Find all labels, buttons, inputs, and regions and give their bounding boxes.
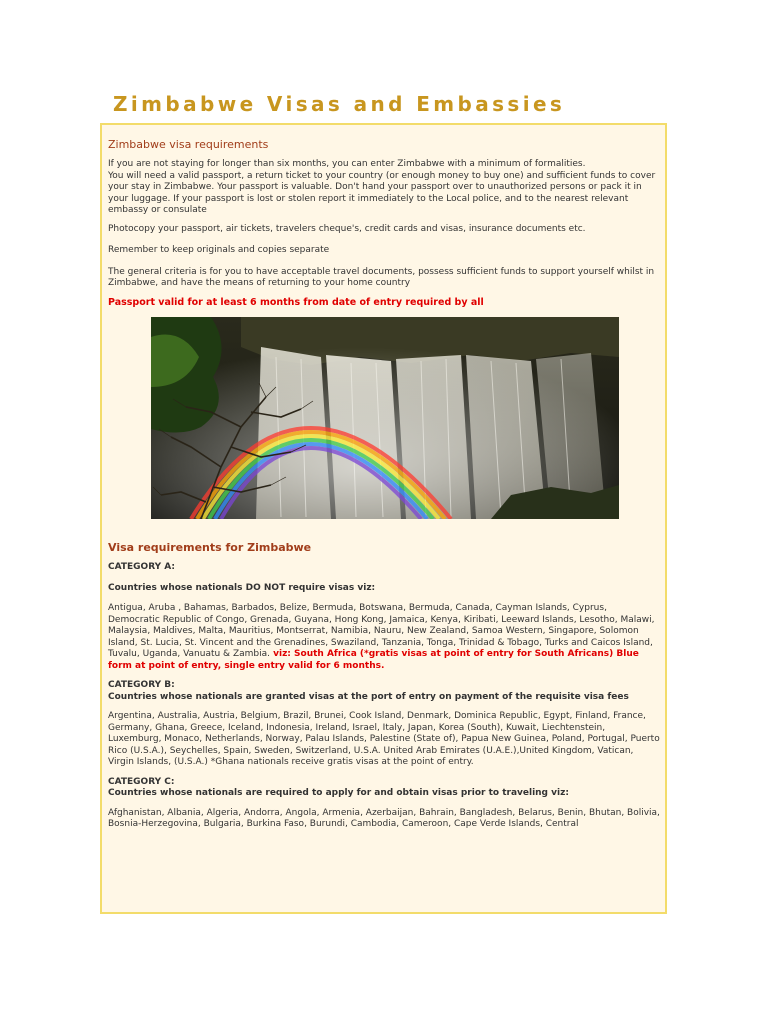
south-africa-note: viz: South Africa (*gratis visas at point of entry for South Africans) Blue form at point of entry, single entry valid for 6 months. <box>108 649 639 671</box>
remember-paragraph: Remember to keep originals and copies separate <box>108 245 330 255</box>
visa-requirements-heading: Zimbabwe visa requirements <box>108 138 269 151</box>
category-c-countries: Afghanistan, Albania, Algeria, Andorra, Angola, Armenia, Azerbaijan, Bahrain, Bangladesh, Belarus, Benin, Bhutan, Bolivia, Bosnia-Herzegovina, Bulgaria, Burkina Faso, Burundi, Cambodia, Cameroon, Cape Verde Islands, Central <box>108 807 660 829</box>
photocopy-paragraph: Photocopy your passport, air tickets, travelers cheque's, credit cards and visas, insurance documents etc. <box>108 223 586 234</box>
victoria-falls-rainbow-photo <box>151 317 619 519</box>
category-c-description: Countries whose nationals are required to apply for and obtain visas prior to traveling viz: <box>108 788 569 798</box>
category-c-label: CATEGORY C: <box>108 776 175 787</box>
intro-paragraph <box>108 159 660 217</box>
category-b-countries: Argentina, Australia, Austria, Belgium, Brazil, Brunei, Cook Island, Denmark, Dominica Republic, Egypt, Finland, France, Germany, Ghana, Greece, Iceland, Indonesia, Ireland, Israel, Italy, Japan, Korea (South), Kuwait, Liechtenstein, Luxemburg, Monaco, Netherlands, Norway, Palau Islands, Palestine (State of), Papua New Guinea, Poland, Portugal, Puerto Rico (U.S.A.), Seychelles, Spain, Sweden, Switzerland, U.S.A. United Arab Emirates (U.A.E.),United Kingdom, Vatican, Virgin Islands, (U.S.A.) *Ghana nationals receive gratis visas at the point of entry. <box>108 711 660 767</box>
category-a-description: Countries whose nationals DO NOT require visas viz: <box>108 582 376 593</box>
category-a-label: CATEGORY A: <box>108 562 176 572</box>
category-b-description: Countries whose nationals are granted visas at the port of entry on payment of the requisite visa fees <box>108 691 629 702</box>
visa-requirements-zimbabwe-heading: Visa requirements for Zimbabwe <box>108 541 312 554</box>
intro-line-1: If you are not staying for longer than six months, you can enter Zimbabwe with a minimum of formalities. <box>108 159 586 169</box>
category-a-country-list: Antigua, Aruba , Bahamas, Barbados, Belize, Bermuda, Botswana, Bermuda, Canada, Cayman Islands, Cyprus, Democratic Republic of Congo, Grenada, Guyana, Hong Kong, Jamaica, Kenya, Kiribati, Leeward Islands, Lesotho, Malawi, Malaysia, Maldives, Malta, Mauritius, Montserrat, Namibia, Nauru, New Zealand, Samoa Western, Singapore, Solomon Island, St. Lucia, St. Vincent and the Grenadines, Swaziland, Tanzania, Tonga, Trinidad & Tobago, Turks and Caicos Island, Tuvalu, Uganda, Vanuatu & Zambia. <box>108 603 655 659</box>
criteria-paragraph: The general criteria is for you to have acceptable travel documents, possess sufficient funds to support yourself whilst in Zimbabwe, and have the means of returning to your home country <box>108 266 655 288</box>
content-box <box>100 123 667 914</box>
page-title: Zimbabwe Visas and Embassies <box>113 92 566 116</box>
category-b-label: CATEGORY B: <box>108 680 175 690</box>
category-a-countries <box>108 603 660 672</box>
passport-validity-note: Passport valid for at least 6 months from date of entry required by all <box>108 296 484 308</box>
intro-line-2: You will need a valid passport, a return ticket to your country (or enough money to buy one) and sufficient funds to cover your stay in Zimbabwe. Your passport is valuable. Don't hand your passport over to unauthorized persons or pack it in your luggage. If your passport is lost or stolen report it immediately to the Local police, and to the nearest relevant embassy or consulate <box>108 170 656 215</box>
